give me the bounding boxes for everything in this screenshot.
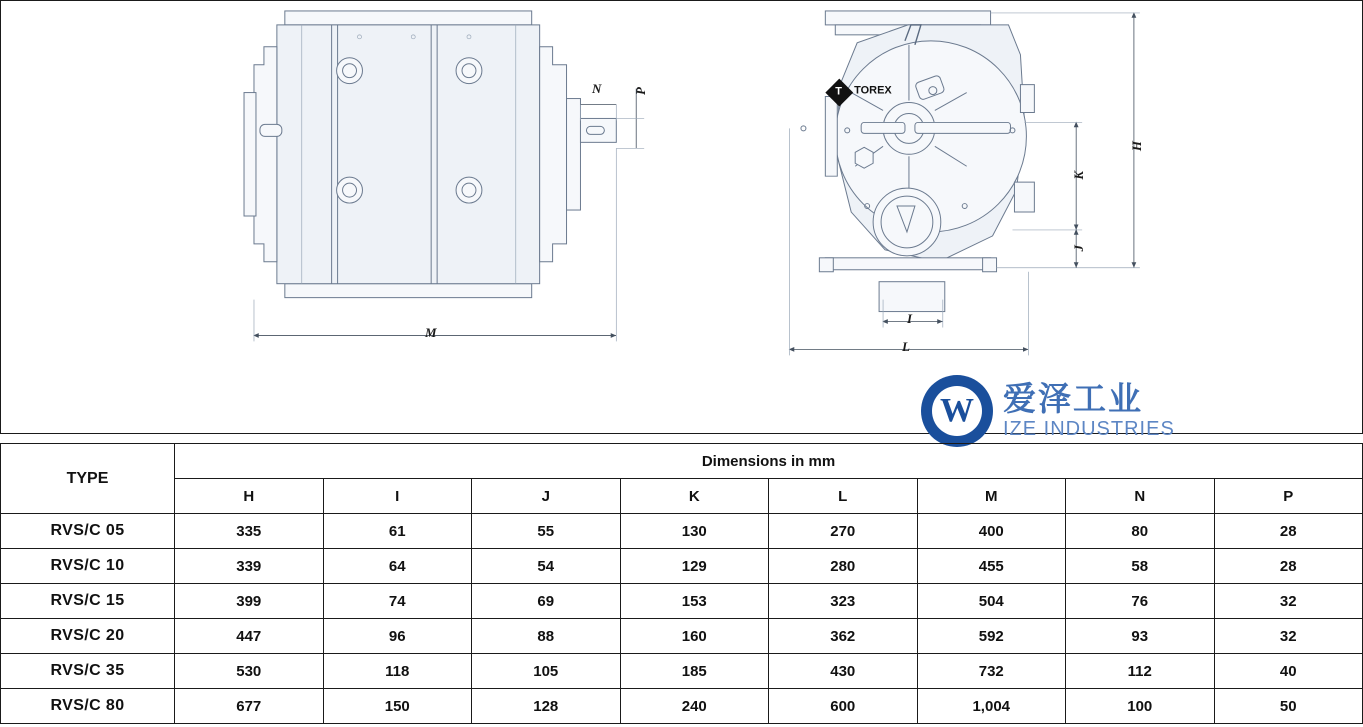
cell-M: 732: [917, 654, 1066, 689]
cell-J: 88: [472, 619, 621, 654]
dim-label-K: K: [1071, 171, 1086, 180]
cell-P: 32: [1214, 584, 1363, 619]
cell-type: RVS/C 35: [1, 654, 175, 689]
column-header-K: K: [620, 479, 769, 514]
cell-H: 335: [175, 514, 324, 549]
cell-K: 185: [620, 654, 769, 689]
cell-J: 69: [472, 584, 621, 619]
dim-label-H: H: [1129, 141, 1144, 152]
column-header-H: H: [175, 479, 324, 514]
cell-M: 1,004: [917, 689, 1066, 724]
table-row: [1, 619, 1363, 654]
dim-label-I: I: [907, 311, 913, 326]
column-header-type: TYPE: [1, 444, 175, 514]
cell-P: 32: [1214, 619, 1363, 654]
dim-label-N: N: [592, 81, 602, 96]
table-header-group-row: [1, 444, 1363, 479]
cell-I: 74: [323, 584, 472, 619]
cell-M: 400: [917, 514, 1066, 549]
cell-J: 55: [472, 514, 621, 549]
front-view-drawing: [790, 11, 1140, 355]
cell-H: 339: [175, 549, 324, 584]
column-header-J: J: [472, 479, 621, 514]
cell-L: 362: [769, 619, 918, 654]
watermark-english-text: IZE INDUSTRIES: [1003, 418, 1175, 441]
table-header-columns-row: [1, 479, 1363, 514]
cell-I: 96: [323, 619, 472, 654]
cell-I: 61: [323, 514, 472, 549]
table-row: [1, 549, 1363, 584]
cell-N: 80: [1066, 514, 1215, 549]
cell-L: 600: [769, 689, 918, 724]
cell-N: 93: [1066, 619, 1215, 654]
cell-type: RVS/C 05: [1, 514, 175, 549]
column-header-N: N: [1066, 479, 1215, 514]
column-header-M: M: [917, 479, 1066, 514]
cell-N: 112: [1066, 654, 1215, 689]
cell-P: 28: [1214, 514, 1363, 549]
watermark-chinese-text: 爱泽工业: [1003, 378, 1143, 418]
cell-I: 64: [323, 549, 472, 584]
cell-K: 160: [620, 619, 769, 654]
column-header-I: I: [323, 479, 472, 514]
cell-H: 399: [175, 584, 324, 619]
column-header-P: P: [1214, 479, 1363, 514]
table-row: [1, 689, 1363, 724]
cell-K: 129: [620, 549, 769, 584]
cell-L: 323: [769, 584, 918, 619]
cell-type: RVS/C 15: [1, 584, 175, 619]
cell-J: 105: [472, 654, 621, 689]
cell-P: 40: [1214, 654, 1363, 689]
cell-J: 128: [472, 689, 621, 724]
column-header-L: L: [769, 479, 918, 514]
dim-label-M: M: [425, 325, 437, 340]
svg-text:TOREX: TOREX: [854, 84, 892, 97]
cell-type: RVS/C 80: [1, 689, 175, 724]
cell-J: 54: [472, 549, 621, 584]
drawing-svg: [1, 1, 1362, 433]
cell-type: RVS/C 10: [1, 549, 175, 584]
dim-label-L: L: [902, 339, 910, 354]
cell-P: 50: [1214, 689, 1363, 724]
dimensions-table: [0, 443, 1363, 724]
dim-label-J: J: [1071, 245, 1086, 252]
cell-L: 270: [769, 514, 918, 549]
cell-N: 100: [1066, 689, 1215, 724]
cell-K: 130: [620, 514, 769, 549]
cell-L: 430: [769, 654, 918, 689]
cell-H: 447: [175, 619, 324, 654]
cell-I: 150: [323, 689, 472, 724]
cell-M: 504: [917, 584, 1066, 619]
cell-type: RVS/C 20: [1, 619, 175, 654]
table-row: [1, 514, 1363, 549]
cell-H: 677: [175, 689, 324, 724]
cell-M: 455: [917, 549, 1066, 584]
dim-label-P: P: [633, 87, 648, 95]
cell-L: 280: [769, 549, 918, 584]
cell-K: 240: [620, 689, 769, 724]
cell-P: 28: [1214, 549, 1363, 584]
cell-H: 530: [175, 654, 324, 689]
cell-K: 153: [620, 584, 769, 619]
table-row: [1, 584, 1363, 619]
svg-text:T: T: [835, 85, 842, 98]
cell-I: 118: [323, 654, 472, 689]
table-row: [1, 654, 1363, 689]
cell-N: 58: [1066, 549, 1215, 584]
side-view-drawing: [244, 11, 644, 341]
column-group-header-dimensions: Dimensions in mm: [175, 444, 1363, 479]
cell-M: 592: [917, 619, 1066, 654]
cell-N: 76: [1066, 584, 1215, 619]
